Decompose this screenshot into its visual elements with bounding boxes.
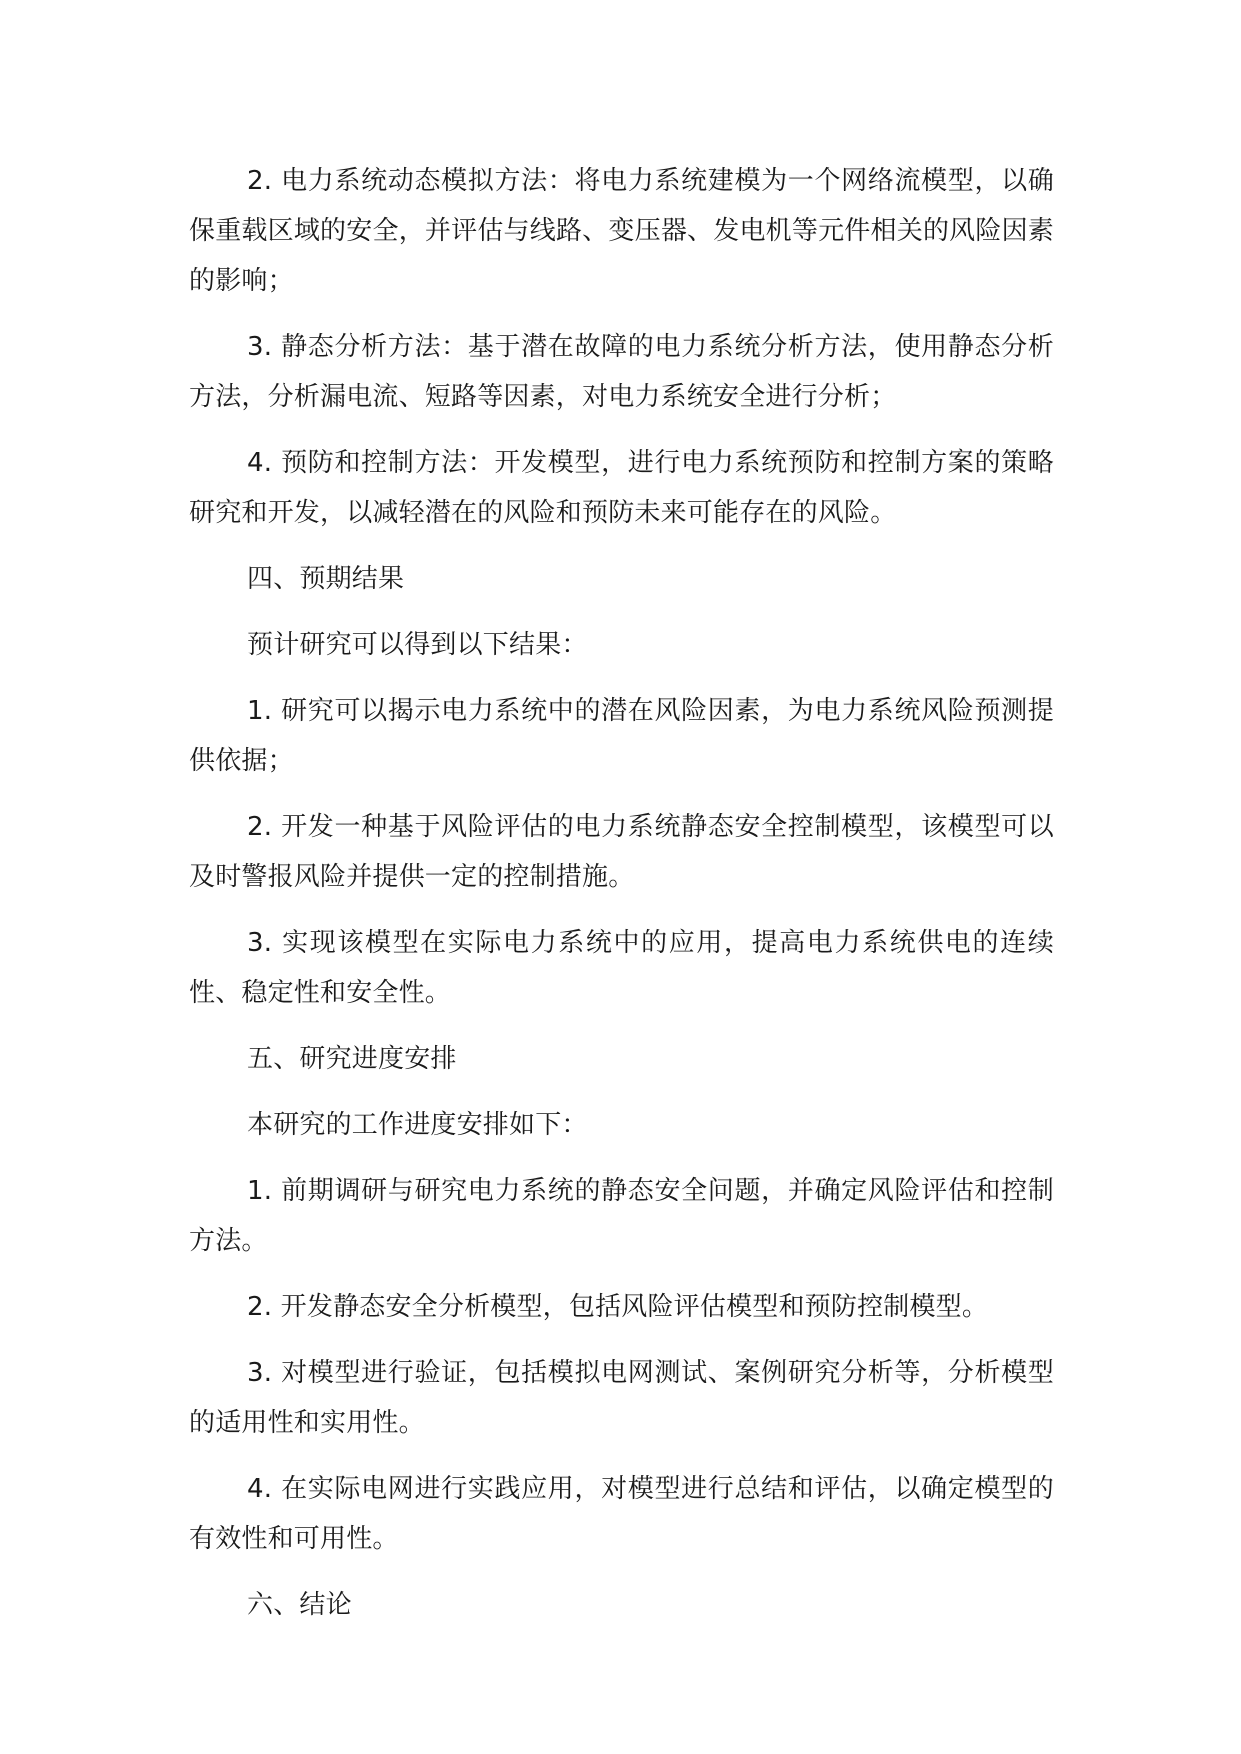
- section-heading-expected-results: 四、预期结果: [247, 564, 405, 594]
- paragraph-schedule-intro: 本研究的工作进度安排如下：: [247, 1110, 588, 1140]
- paragraph-method-2: 2. 电力系统动态模拟方法：将电力系统建模为一个网络流模型，以确保重载区域的安全，并评估与线路、变压器、发电机等元件相关的风险因素的影响；: [189, 166, 1054, 296]
- paragraph-result-2: 2. 开发一种基于风险评估的电力系统静态安全控制模型，该模型可以及时警报风险并提供一定的控制措施。: [189, 812, 1054, 892]
- paragraph-results-intro: 预计研究可以得到以下结果：: [247, 630, 588, 660]
- paragraph-result-3: 3. 实现该模型在实际电力系统中的应用，提高电力系统供电的连续性、稳定性和安全性。: [189, 928, 1054, 1008]
- paragraph-schedule-1: 1. 前期调研与研究电力系统的静态安全问题，并确定风险评估和控制方法。: [189, 1176, 1054, 1256]
- paragraph-schedule-3: 3. 对模型进行验证，包括模拟电网测试、案例研究分析等，分析模型的适用性和实用性。: [189, 1358, 1054, 1438]
- paragraph-result-1: 1. 研究可以揭示电力系统中的潜在风险因素，为电力系统风险预测提供依据；: [189, 696, 1054, 776]
- paragraph-method-3: 3. 静态分析方法：基于潜在故障的电力系统分析方法，使用静态分析方法，分析漏电流、短路等因素，对电力系统安全进行分析；: [189, 332, 1054, 412]
- section-heading-schedule: 五、研究进度安排: [247, 1044, 457, 1074]
- paragraph-schedule-4: 4. 在实际电网进行实践应用，对模型进行总结和评估，以确定模型的有效性和可用性。: [189, 1474, 1054, 1554]
- paragraph-schedule-2: 2. 开发静态安全分析模型，包括风险评估模型和预防控制模型。: [247, 1292, 989, 1322]
- paragraph-method-4: 4. 预防和控制方法：开发模型，进行电力系统预防和控制方案的策略研究和开发，以减轻潜在的风险和预防未来可能存在的风险。: [189, 448, 1054, 528]
- section-heading-conclusion: 六、结论: [247, 1590, 352, 1620]
- document-body: [189, 156, 1054, 1646]
